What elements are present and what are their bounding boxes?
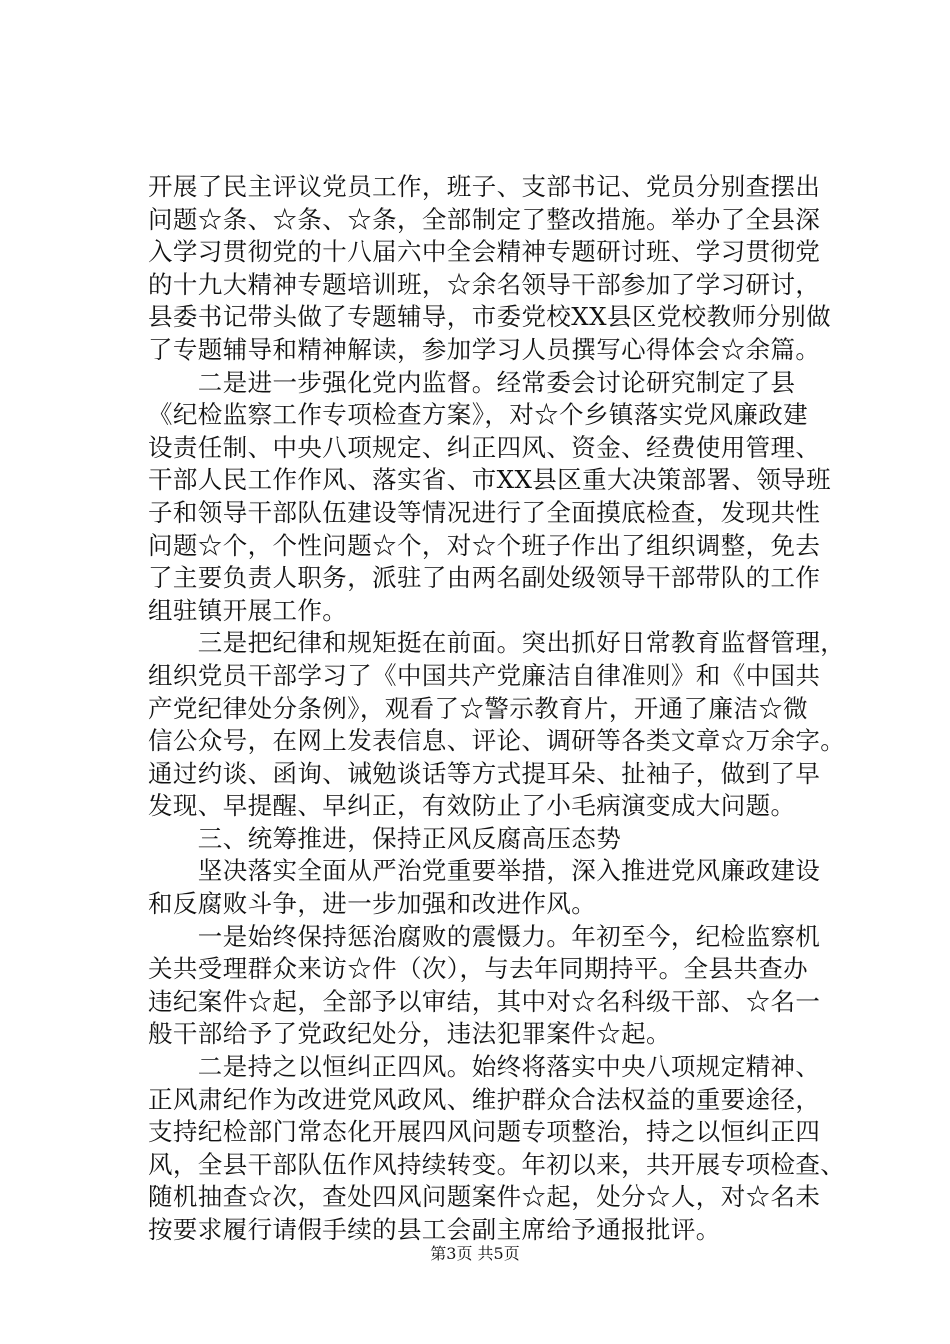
text-line: 关共受理群众来访☆件（次），与去年同期持平。全县共查办 bbox=[148, 954, 809, 984]
text-line: 般干部给予了党政纪处分，违法犯罪案件☆起。 bbox=[148, 1019, 671, 1049]
text-line: 产党纪律处分条例》，观看了☆警示教育片，开通了廉洁☆微 bbox=[148, 693, 809, 723]
text-line: 入学习贯彻党的十八届六中全会精神专题研讨班、学习贯彻党 bbox=[148, 237, 821, 267]
text-line: 组驻镇开展工作。 bbox=[148, 595, 348, 625]
text-line: 问题☆个，个性问题☆个，对☆个班子作出了组织调整，免去 bbox=[148, 530, 821, 560]
text-line: 县委书记带头做了专题辅导，市委党校XX县区党校教师分别做 bbox=[148, 302, 832, 332]
text-line: 随机抽查☆次，查处四风问题案件☆起，处分☆人，对☆名未 bbox=[148, 1182, 821, 1212]
text-line: 支持纪检部门常态化开展四风问题专项整治，持之以恒纠正四 bbox=[148, 1117, 821, 1147]
text-line: 坚决落实全面从严治党重要举措，深入推进党风廉政建设 bbox=[148, 856, 821, 886]
text-line: 和反腐败斗争，进一步加强和改进作风。 bbox=[148, 889, 597, 919]
text-line: 问题☆条、☆条、☆条，全部制定了整改措施。举办了全县深 bbox=[148, 204, 821, 234]
text-line: 一是始终保持惩治腐败的震慑力。年初至今，纪检监察机 bbox=[148, 921, 821, 951]
page-number-footer: 第3页 共5页 bbox=[430, 1244, 520, 1263]
text-line: 组织党员干部学习了《中国共产党廉洁自律准则》和《中国共 bbox=[148, 660, 821, 690]
text-line: 的十九大精神专题培训班，☆余名领导干部参加了学习研讨， bbox=[148, 269, 821, 299]
text-line: 三是把纪律和规矩挺在前面。突出抓好日常教育监督管理， bbox=[148, 628, 846, 658]
text-line: 子和领导干部队伍建设等情况进行了全面摸底检查，发现共性 bbox=[148, 497, 821, 527]
text-line: 二是持之以恒纠正四风。始终将落实中央八项规定精神、 bbox=[148, 1052, 821, 1082]
text-line: 干部人民工作作风、落实省、市XX县区重大决策部署、领导班 bbox=[148, 465, 832, 495]
text-line: 违纪案件☆起，全部予以审结，其中对☆名科级干部、☆名一 bbox=[148, 986, 821, 1016]
text-line: 了专题辅导和精神解读，参加学习人员撰写心得体会☆余篇。 bbox=[148, 334, 821, 364]
text-line: 开展了民主评议党员工作，班子、支部书记、党员分别查摆出 bbox=[148, 172, 821, 201]
text-line: 通过约谈、函询、诫勉谈话等方式提耳朵、扯袖子，做到了早 bbox=[148, 758, 821, 788]
text-line: 正风肃纪作为改进党风政风、维护群众合法权益的重要途径， bbox=[148, 1084, 821, 1114]
text-line: 了主要负责人职务，派驻了由两名副处级领导干部带队的工作 bbox=[148, 563, 821, 593]
text-line: 风，全县干部队伍作风持续转变。年初以来，共开展专项检查、 bbox=[148, 1149, 846, 1179]
section-heading: 三、统筹推进，保持正风反腐高压态势 bbox=[148, 823, 622, 853]
text-line: 发现、早提醒、早纠正，有效防止了小毛病演变成大问题。 bbox=[148, 791, 796, 821]
text-line: 设责任制、中央八项规定、纠正四风、资金、经费使用管理、 bbox=[148, 432, 821, 462]
text-line: 信公众号，在网上发表信息、评论、调研等各类文章☆万余字。 bbox=[148, 726, 846, 756]
document-body bbox=[148, 171, 846, 1247]
text-line: 二是进一步强化党内监督。经常委会讨论研究制定了县 bbox=[148, 367, 796, 397]
text-line: 按要求履行请假手续的县工会副主席给予通报批评。 bbox=[148, 1215, 721, 1244]
text-line: 《纪检监察工作专项检查方案》，对☆个乡镇落实党风廉政建 bbox=[148, 400, 809, 430]
